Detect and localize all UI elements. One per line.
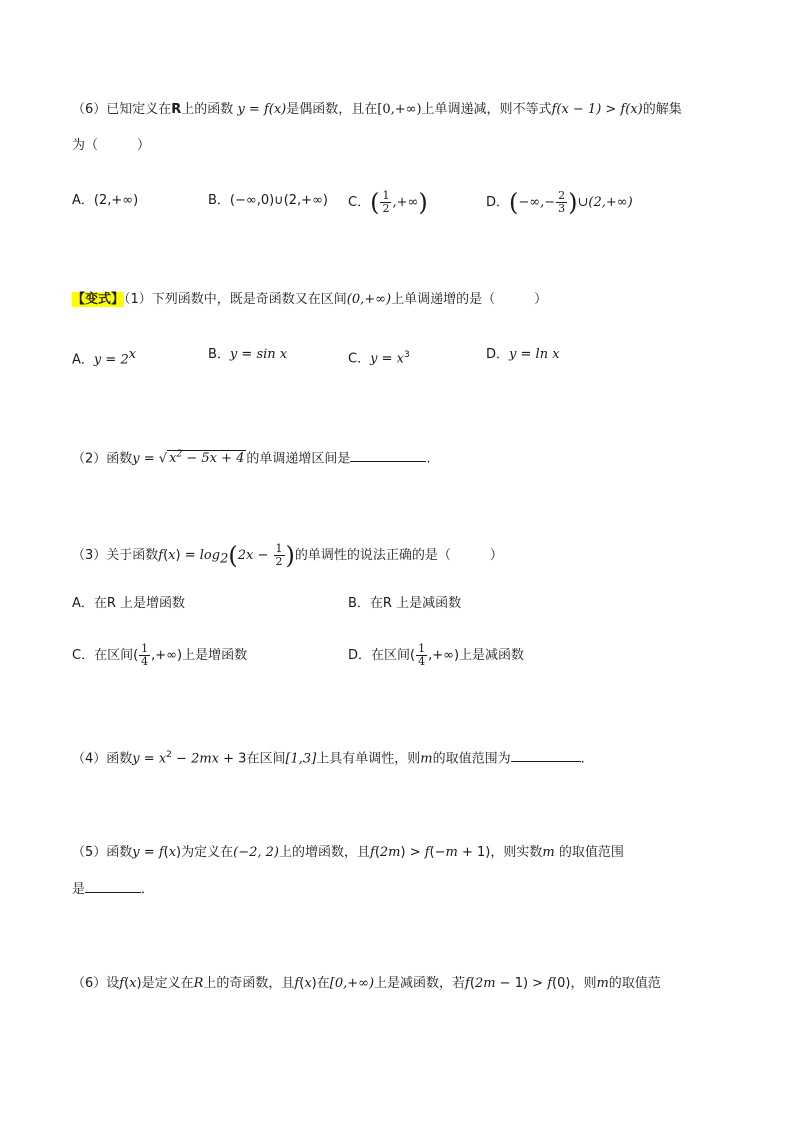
fraction-one-quarter: $\frac{1}{4}$ [141,642,149,668]
option-d-post: ,+∞)上是减函数 [428,648,525,663]
variant-q6-d: 上是减函数，若 [374,976,466,991]
variant-tag: 【变式】 [72,292,125,307]
variant-q3: （3）关于函数$f(x) = \log_2(2x$ − $\frac{1}{2}$ )的单调性的说法正确的是（ ） [72,541,503,570]
q6-option-c-label: C． [348,195,371,210]
option-c-post: ,+∞)上是增函数 [151,648,248,663]
fraction-one-half: $\frac{1}{2}$ [382,189,390,215]
q6-option-b[interactable]: B．(−∞,0)∪(2,+∞) [208,193,328,208]
variant-q1-text: （1）下列函数中，既是奇函数又在区间 [124,292,347,307]
fraction-two-thirds: $\frac{2}{3}$ [558,189,566,215]
label-d: D． [486,347,510,362]
variant-q6-pre: （6）设 [72,976,120,991]
variant-q5-mid2: 上的增函数，且 [278,845,370,860]
q6-line1 [72,99,682,121]
variant-q6-a: 是定义在 [141,976,194,991]
q6-text-b: 是偶函数，且在 [286,102,378,117]
q6-line2: 为（ ） [72,138,151,153]
variant-q4-mid2: 上具有单调性，则 [316,751,421,767]
variant-q3-option-b[interactable]: B．在R 上是减函数 [348,596,462,611]
option-c-pre: C．在区间( [72,648,139,663]
variant-q2-pre: （2）函数 [72,451,133,467]
variant-q5-pre: （5）函数 [72,845,133,860]
fraction-one-quarter-2: $\frac{1}{4}$ [418,642,426,668]
variant-q4: （4）函数$y = x^2 - 2mx + 3$在区间[1,3]上具有单调性，则m的取值范围为 . [72,744,585,770]
set-R: R [171,102,182,117]
variant-q4-post: 的取值范围为 [432,751,511,767]
variant-q3-pre: （3）关于函数 [72,548,159,563]
variant-q3-option-c[interactable] [72,643,247,668]
variant-q3-option-d[interactable] [348,643,524,668]
variant-q6: （6）设f(x)是定义在R上的奇函数，且f(x)在[0,+∞)上是减函数，若f(2m − 1) > f(0)，则m的取值范 [72,976,661,991]
answer-blank[interactable] [350,447,426,462]
label-c: C． [348,351,371,367]
variant-q1-option-d[interactable]: D．y = ln x [486,347,560,362]
answer-blank-3[interactable] [85,878,141,893]
variant-q5: （5）函数y = f(x)为定义在(−2, 2)上的增函数，且f(2m) > f(−m + 1)，则实数m 的取值范围 [72,845,624,860]
variant-q5-post2: 的取值范围 [558,845,624,860]
variant-q5-post: ，则实数 [490,845,543,860]
answer-blank-2[interactable] [511,747,581,762]
variant-q1-option-c[interactable]: C．$y = x^3$ [348,350,410,367]
q6-option-d-label: D． [486,195,510,210]
q6-text-a: 上的函数 [181,102,234,117]
math-sqrt: $x^2 - 5x + 4$ [169,450,245,467]
variant-q4-pre: （4）函数 [72,751,133,767]
variant-q6-b: 上的奇函数，且 [203,976,295,991]
q6-text-prefix: （6）已知定义在 [72,102,172,117]
variant-q6-f: 的取值范 [608,976,661,991]
q6-option-d[interactable]: D．(−∞,− $\frac{2}{3}$ )∪(2,+∞) [486,188,633,217]
math-inequality: f(x − 1) > f(x) [551,102,643,117]
label-b: B． [208,347,230,362]
variant-q1-option-b[interactable]: B．y = sin x [208,347,288,362]
q6-option-c[interactable]: C．( $\frac{1}{2}$ ,+∞) [348,188,428,217]
option-d-pre: D．在区间( [348,648,416,663]
variant-q5-line2: 是 ． [72,878,154,901]
variant-q5-mid: 为定义在 [181,845,234,860]
variant-q1 [72,289,547,311]
q6-option-a[interactable]: A．(2,+∞) [72,193,139,208]
q6-text-c: 上单调递减，则不等式 [421,102,552,117]
variant-q4-mid: 在区间 [246,751,286,767]
variant-q1-text2: 上单调递增的是（ ） [391,292,548,307]
variant-q1-option-a[interactable]: A．$y = 2^x$ [72,347,137,368]
math-interval-0-inf: [0,+∞) [377,102,422,117]
variant-q6-e: ，则 [570,976,597,991]
label-a: A． [72,352,94,368]
math-y-fx: y = f(x) [237,102,287,117]
variant-q2-post: 的单调递增区间是 [246,451,351,467]
fraction-one-half-2: $\frac{1}{2}$ [275,542,283,568]
variant-q2: （2）函数y = √ $x^2 - 5x + 4$ 的单调递增区间是 . [72,444,431,470]
q6-text-d: 的解集 [642,102,682,117]
math-interval-0-inf-2: (0,+∞) [346,292,392,307]
variant-q3-post: 的单调性的说法正确的是（ ） [294,548,503,563]
variant-q6-c: 在 [316,976,330,991]
variant-q3-option-a[interactable]: A．在R 上是增函数 [72,596,186,611]
variant-q5-line2-text: 是 [72,882,86,897]
